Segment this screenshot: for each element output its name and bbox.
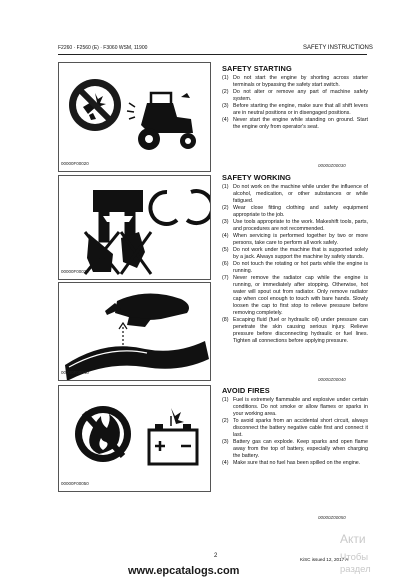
item-text: Do not touch the rotating or hot parts while the engine is running. xyxy=(233,260,368,274)
item-number: (8) xyxy=(222,316,229,323)
page-number: 2 xyxy=(214,553,218,559)
item-number: (4) xyxy=(222,232,229,239)
item-text: Use tools appropriate to the work. Makeshift tools, parts, and procedures are not recommended. xyxy=(233,218,368,232)
item-number: (2) xyxy=(222,88,229,95)
section-title: SAFETY WORKING xyxy=(222,173,292,182)
list-item xyxy=(222,219,368,233)
section-safety-starting xyxy=(222,64,368,131)
list-item xyxy=(222,275,368,317)
item-number: (1) xyxy=(222,396,229,403)
item-number: (5) xyxy=(222,246,229,253)
section-title: AVOID FIRES xyxy=(222,386,270,395)
section-safety-working xyxy=(222,173,368,345)
list-item xyxy=(222,247,368,261)
list-item xyxy=(222,397,368,418)
list-item xyxy=(222,205,368,219)
item-number: (4) xyxy=(222,116,229,123)
item-text: Do not work on the machine while under the influence of alcohol, medication, or other substances or while fatigued. xyxy=(233,183,368,204)
item-text: Make sure that no fuel has been spilled on the engine. xyxy=(233,459,361,466)
no-shortcut-start-tractor-illustration xyxy=(59,63,210,171)
figure-avoid-fires xyxy=(58,385,211,492)
item-text: Do not start the engine by shorting across starter terminals or bypassing the safety start switch. xyxy=(233,74,368,88)
item-text: When servicing is performed together by two or more persons, take care to perform all work safely. xyxy=(233,232,368,246)
section-avoid-fires xyxy=(222,386,368,467)
item-text: To avoid sparks from an accidental short circuit, always disconnect the battery negative cable first and connect it last. xyxy=(233,417,368,438)
section-title: SAFETY STARTING xyxy=(222,64,292,73)
item-number: (3) xyxy=(222,218,229,225)
item-number: (2) xyxy=(222,417,229,424)
item-number: (3) xyxy=(222,102,229,109)
list-item xyxy=(222,103,368,117)
figure-code: 00000F00030 xyxy=(61,269,89,274)
figure-safety-working-clothing xyxy=(58,175,211,280)
item-number: (1) xyxy=(222,74,229,81)
list-item xyxy=(222,317,368,345)
list-item xyxy=(222,117,368,131)
item-number: (4) xyxy=(222,459,229,466)
figure-code: 00000F00050 xyxy=(61,481,89,486)
watermark-url: www.epcatalogs.com xyxy=(128,565,240,577)
no-flame-battery-illustration xyxy=(59,386,210,491)
section-code: 00000Z00040 xyxy=(318,377,346,382)
item-text: Battery gas can explode. Keep sparks and open flame away from the top of battery, especially when charging the battery. xyxy=(233,438,368,459)
list-item xyxy=(222,418,368,439)
list-item xyxy=(222,184,368,205)
figure-code: 00000F00040 xyxy=(61,370,89,375)
list-item xyxy=(222,233,368,247)
item-text: Escaping fluid (fuel or hydraulic oil) under pressure can penetrate the skin causing serious injury. Relieve pressure before disconnecting hydraulic or fuel lines. Tighten all connections before applying pressure. xyxy=(233,316,368,344)
figure-safety-starting xyxy=(58,62,211,172)
item-number: (6) xyxy=(222,260,229,267)
hand-hose-leak-illustration xyxy=(59,283,210,380)
list-item xyxy=(222,75,368,89)
list-item xyxy=(222,261,368,275)
list-item xyxy=(222,460,368,467)
figure-fluid-leak xyxy=(58,282,211,381)
item-text: Before starting the engine, make sure that all shift levers are in neutral positions or in disengaged positions. xyxy=(233,102,368,116)
item-number: (2) xyxy=(222,204,229,211)
item-text: Wear close fitting clothing and safety equipment appropriate to the job. xyxy=(233,204,368,218)
item-text: Do not alter or remove any part of machine safety system. xyxy=(233,88,368,102)
overlay-line-2: Чтобы xyxy=(340,552,369,563)
item-number: (3) xyxy=(222,438,229,445)
item-text: Never remove the radiator cap while the engine is running, or immediately after stopping. Otherwise, hot water will spout out from radiator. Only remove radiator cap when cool enough to touch with bare hands. Slowly loosen the cap to first stop to relieve pressure before removing completely. xyxy=(233,274,368,316)
item-text: Fuel is extremely flammable and explosive under certain conditions. Do not smoke or allow flames or sparks in your working area. xyxy=(233,396,368,417)
item-text: Never start the engine while standing on ground. Start the engine only from operator's seat. xyxy=(233,116,368,130)
section-code: 00000Z00030 xyxy=(318,163,346,168)
item-number: (7) xyxy=(222,274,229,281)
item-number: (1) xyxy=(222,183,229,190)
header-models: F2260 · F2560 (E) · F3060 WSM, 11900 xyxy=(58,45,148,51)
header-section-title: SAFETY INSTRUCTIONS xyxy=(303,45,373,51)
overlay-line-3: раздел xyxy=(340,564,371,575)
header-divider xyxy=(58,54,367,55)
overlay-line-1: Акти xyxy=(340,532,366,546)
issue-date: KiSC issued 12, 2017 A xyxy=(300,557,349,562)
no-loose-clothing-illustration xyxy=(59,176,210,279)
list-item xyxy=(222,89,368,103)
list-item xyxy=(222,439,368,460)
section-code: 00000Z00050 xyxy=(318,515,346,520)
item-text: Do not work under the machine that is supported solely by a jack. Always support the machine by safety stands. xyxy=(233,246,368,260)
figure-code: 00000F00020 xyxy=(61,161,89,166)
